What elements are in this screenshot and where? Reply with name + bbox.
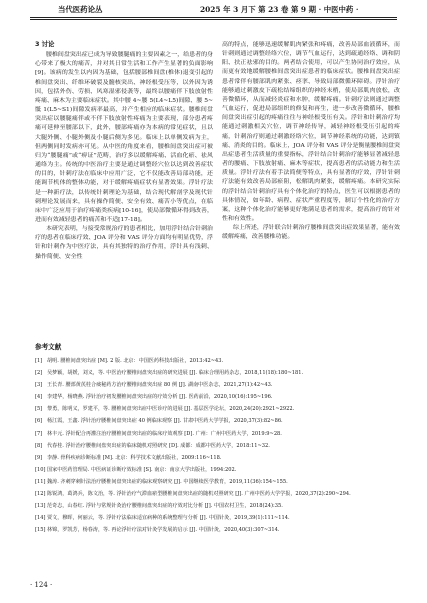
body-paragraph: 综上所述，浮针联合针刺治疗腰椎间盘突出症效果显著，能有效缓解疼痛，改善腰椎功能。 xyxy=(222,224,400,241)
reference-number: [5] xyxy=(35,406,43,413)
reference-number: [15] xyxy=(35,527,46,534)
reference-item xyxy=(35,452,395,464)
reference-number: [10] xyxy=(35,466,46,473)
left-column xyxy=(35,40,213,261)
reference-item xyxy=(35,440,395,452)
reference-number: [9] xyxy=(35,454,43,461)
reference-item xyxy=(35,391,395,403)
reference-number: [2] xyxy=(35,370,43,377)
reference-text: 贾文，穆晖，何丽云，等. 浮针疗法临床适宜病种的系统整理与分析 [J]. 中国针灸，2019,39(1):111~114. xyxy=(47,515,290,522)
reference-number: [11] xyxy=(35,478,46,485)
body-paragraph: 腰椎间盘突出症已成为导致腰腿痛的主要因素之一，给患者的身心带来了极大的痛苦，并对其日常生活和工作产生显著的负面影响[9]。该病的发生以内因为基础，包括腰部椎间盘(椎体)退变引起的椎间盘突出、纤维环破裂及髓核突出、神经根受压等，以外因为诱因，包括外伤、劳损、风寒湿邪侵袭等，最终以腰痛伴下肢放射性疼痛、麻木为主要临床症状。其中腰 4~腰 5(L4~L5)间隙、腰 5~骶 1(L5~S1)间隙发病率最高，并产生相应的临床症状。腰椎间盘突出症以腰腿痛伴或不伴下肢放射性疼痛为主要表现，部分患者疼痛可延伸至腰部以下，此外，腰部疼痛亦为本病的常见症状，且以大腿外侧、小腿外侧及小腿后侧为多见。临床上以单侧发病为主，但两侧同时发病亦可见。从中医的角度来看，腰椎间盘突出症可被归为“腰腿痛”或“痹证”范畴，治疗多以缓解疼痛、活血化瘀、祛风通络为主。传统的中医治疗主要是通过调整经穴位以达到改善症状的目的，针刺疗法在临床中应用广泛，它不仅能改善局部功能，还能调节机体的整体功能，对于缓解疼痛症状有显著效果。浮针疗法是一种新疗法，以传统针刺理论为基础，结合现代解剖学及现代针刺理论发展而来，具有操作简便、安全有效、痛苦小等优点，在临床中广泛应用于治疗疼痛类疾病[10-16]，使局部微循环得到改善，进而有效减轻患者的痛苦和不适[17-18]。 xyxy=(35,51,213,223)
reference-item xyxy=(35,379,395,391)
reference-text: 李建华，杨晓燕. 浮针治疗初发腰椎间盘突出症的疗效分析 [J]. 医药前沿，2020,10(16):195~196. xyxy=(47,394,273,401)
reference-item xyxy=(35,415,395,427)
issue-info: 2025 年 3 月下 第 23 卷 第 9 期 · 中医中药 · xyxy=(200,5,359,14)
reference-list xyxy=(35,355,395,536)
header-rule-secondary xyxy=(30,19,397,20)
reference-number: [8] xyxy=(35,442,43,449)
reference-number: [12] xyxy=(35,491,46,498)
reference-text: 吴梦颖，胡媛，刘义，等. 中医治疗腰椎间盘突出症的研究进展 [J]. 临床合理用药杂志，2018,11(18):180~181. xyxy=(47,370,304,377)
reference-number: [1] xyxy=(35,358,43,364)
reference-text: 陈锐鸿，葛鸿兵，陈文治，等. 浮针治疗气滞血瘀型腰椎间盘突出症的随机对照研究 [J]. 广州中医药大学学报，2020,37(2):290~294. xyxy=(47,491,351,498)
body-paragraph: 高的特点，能够迅速缓解肌肉紧张和疼痛，改善局部血液循环，而针刺则通过调整经络穴位，调节气血运行，达到疏通经络、调和阴阳、扶正祛邪的目的。两者结合使用，可以产生协同治疗效应，从而更有效地缓解腰椎间盘突出症患者的临床症状。腰椎间盘突出症患者常伴有腰部肌肉紧张、痉挛、导致局部微循环障碍。浮针治疗能够通过刺激皮下疏松结缔组织的神经末梢，使局部肌肉放松，改善微循环，从而减轻炎症和水肿，缓解疼痛。针刺疗法则通过调整气血运行，促进局部组织的修复和再生，进一步改善微循环，腰椎间盘突出症引起的疼痛往往与神经根受压有关。浮针和针刺治疗均能通过刺激相关穴位，调节神经传导，减轻神经根受压引起的疼痛，针刺治疗则通过刺激经络穴位，调节神经系统的功能，达到镇痛、消炎的目的。临床上，JOA 评分和 VAS 评分是衡量腰椎间盘突出症患者生活质量的重要指标，浮针结合针刺治疗能够显著减轻患者的腰痛、下肢放射痛、麻木等症状，提高患者的活动能力和生活质量。浮针疗法有着手法简便等特点，具有显著的疗效，浮针针刺疗法能有效改善局部瘀阻，松解肌肉紧张，缓解疼痛。本研究实际的浮针结合针刺治疗具有个体化治疗的特点，医生可以根据患者的具体情况，如年龄、病程、症状严重程度等，制订个性化的治疗方案，这种个体化治疗能够更好地满足患者的需求，提高治疗的针对性和有效性。 xyxy=(222,41,400,222)
header-rule xyxy=(30,17,397,18)
reference-item xyxy=(35,476,395,488)
reference-text: 代春桂. 浮针治疗腰椎间盘突出症的临床随机对照研究 [D]. 成都：成都中医药大学，2018:11~32. xyxy=(47,442,270,449)
reference-item xyxy=(35,500,395,512)
reference-text: 林丰元. 浮针配合再灌注治疗腰椎间盘突出症的临床疗效观察 [D]. 广州：广州中医药大学，2019:9~28. xyxy=(47,430,282,437)
reference-item xyxy=(35,355,395,367)
reference-text: 杨江霞，王鑫. 浮针治疗腰椎间盘突出症 40 例临床观察 [J]. 甘肃中医药大学学报，2020,37(3):82~86. xyxy=(47,418,283,425)
reference-text: 黎勇，陈明义，罗建平，等. 腰椎间盘突出症中医诊疗的进展 [J]. 基层医学论坛，2020,24(20):2921~2922. xyxy=(47,406,295,413)
reference-text: 国家中医药管理局. 中医病证诊断疗效标准 [S]. 南京：南京大学出版社，1994:202. xyxy=(47,466,237,473)
reference-number: [3] xyxy=(35,382,43,389)
references-title: 参考文献 xyxy=(35,343,62,351)
reference-text: 王长青. 腰部黄芪桂合痰秘药方治疗腰椎间盘突出症 80 例 [J]. 湖南中医杂志，2021,27(1):42~43. xyxy=(47,382,273,389)
reference-item xyxy=(35,512,395,524)
reference-number: [7] xyxy=(35,430,43,437)
body-paragraph: 本研究表明，与接受常规治疗的患者相比，加用浮针结合针刺治疗的患者在临床疗效、JOA 评分和 VAS 评分方面均有明显优势，浮针和针刺作为中医疗法，具有其独特的治疗作用，浮针具有浅刺、操作简便、安全性 xyxy=(35,225,213,260)
reference-number: [6] xyxy=(35,418,43,425)
right-column xyxy=(222,40,400,241)
reference-number: [4] xyxy=(35,394,43,401)
reference-item xyxy=(35,367,395,379)
reference-item xyxy=(35,524,395,536)
reference-text: 魏涛. 齐刺穿刺针法治疗腰椎间盘突出症的临床观察研究 [J]. 中国继续医学教育，2019,11(36):154~155. xyxy=(47,478,288,485)
reference-number: [13] xyxy=(35,503,46,510)
section-heading: 3 讨论 xyxy=(35,40,55,48)
reference-text: 林锦，罗凯芳，杨春涛，等. 再论浮针疗法对针灸学发展的启示 [J]. 中国针灸，2020,40(3):307~314. xyxy=(47,527,280,534)
reference-item xyxy=(35,488,395,500)
reference-text: 范奇志，山春红. 浮针与常规针灸治疗腰椎间盘突出症的疗效对比分析 [J]. 中国农村卫生，2018(24):35. xyxy=(47,503,283,510)
reference-item xyxy=(35,428,395,440)
journal-title: 当代医药论丛 xyxy=(58,5,103,14)
reference-number: [14] xyxy=(35,515,46,522)
reference-item xyxy=(35,464,395,476)
page-number: · 124 · xyxy=(30,581,53,589)
reference-text: 胡明. 腰椎间盘突出症 [M]. 2 版. 北京：中国医药科技出版社，2013:42~43. xyxy=(47,358,224,364)
reference-item xyxy=(35,403,395,415)
reference-text: 李静. 骨科疾病诊断标准 [M]. 北京：科学技术文献出版社，2009:116~118. xyxy=(47,454,222,461)
